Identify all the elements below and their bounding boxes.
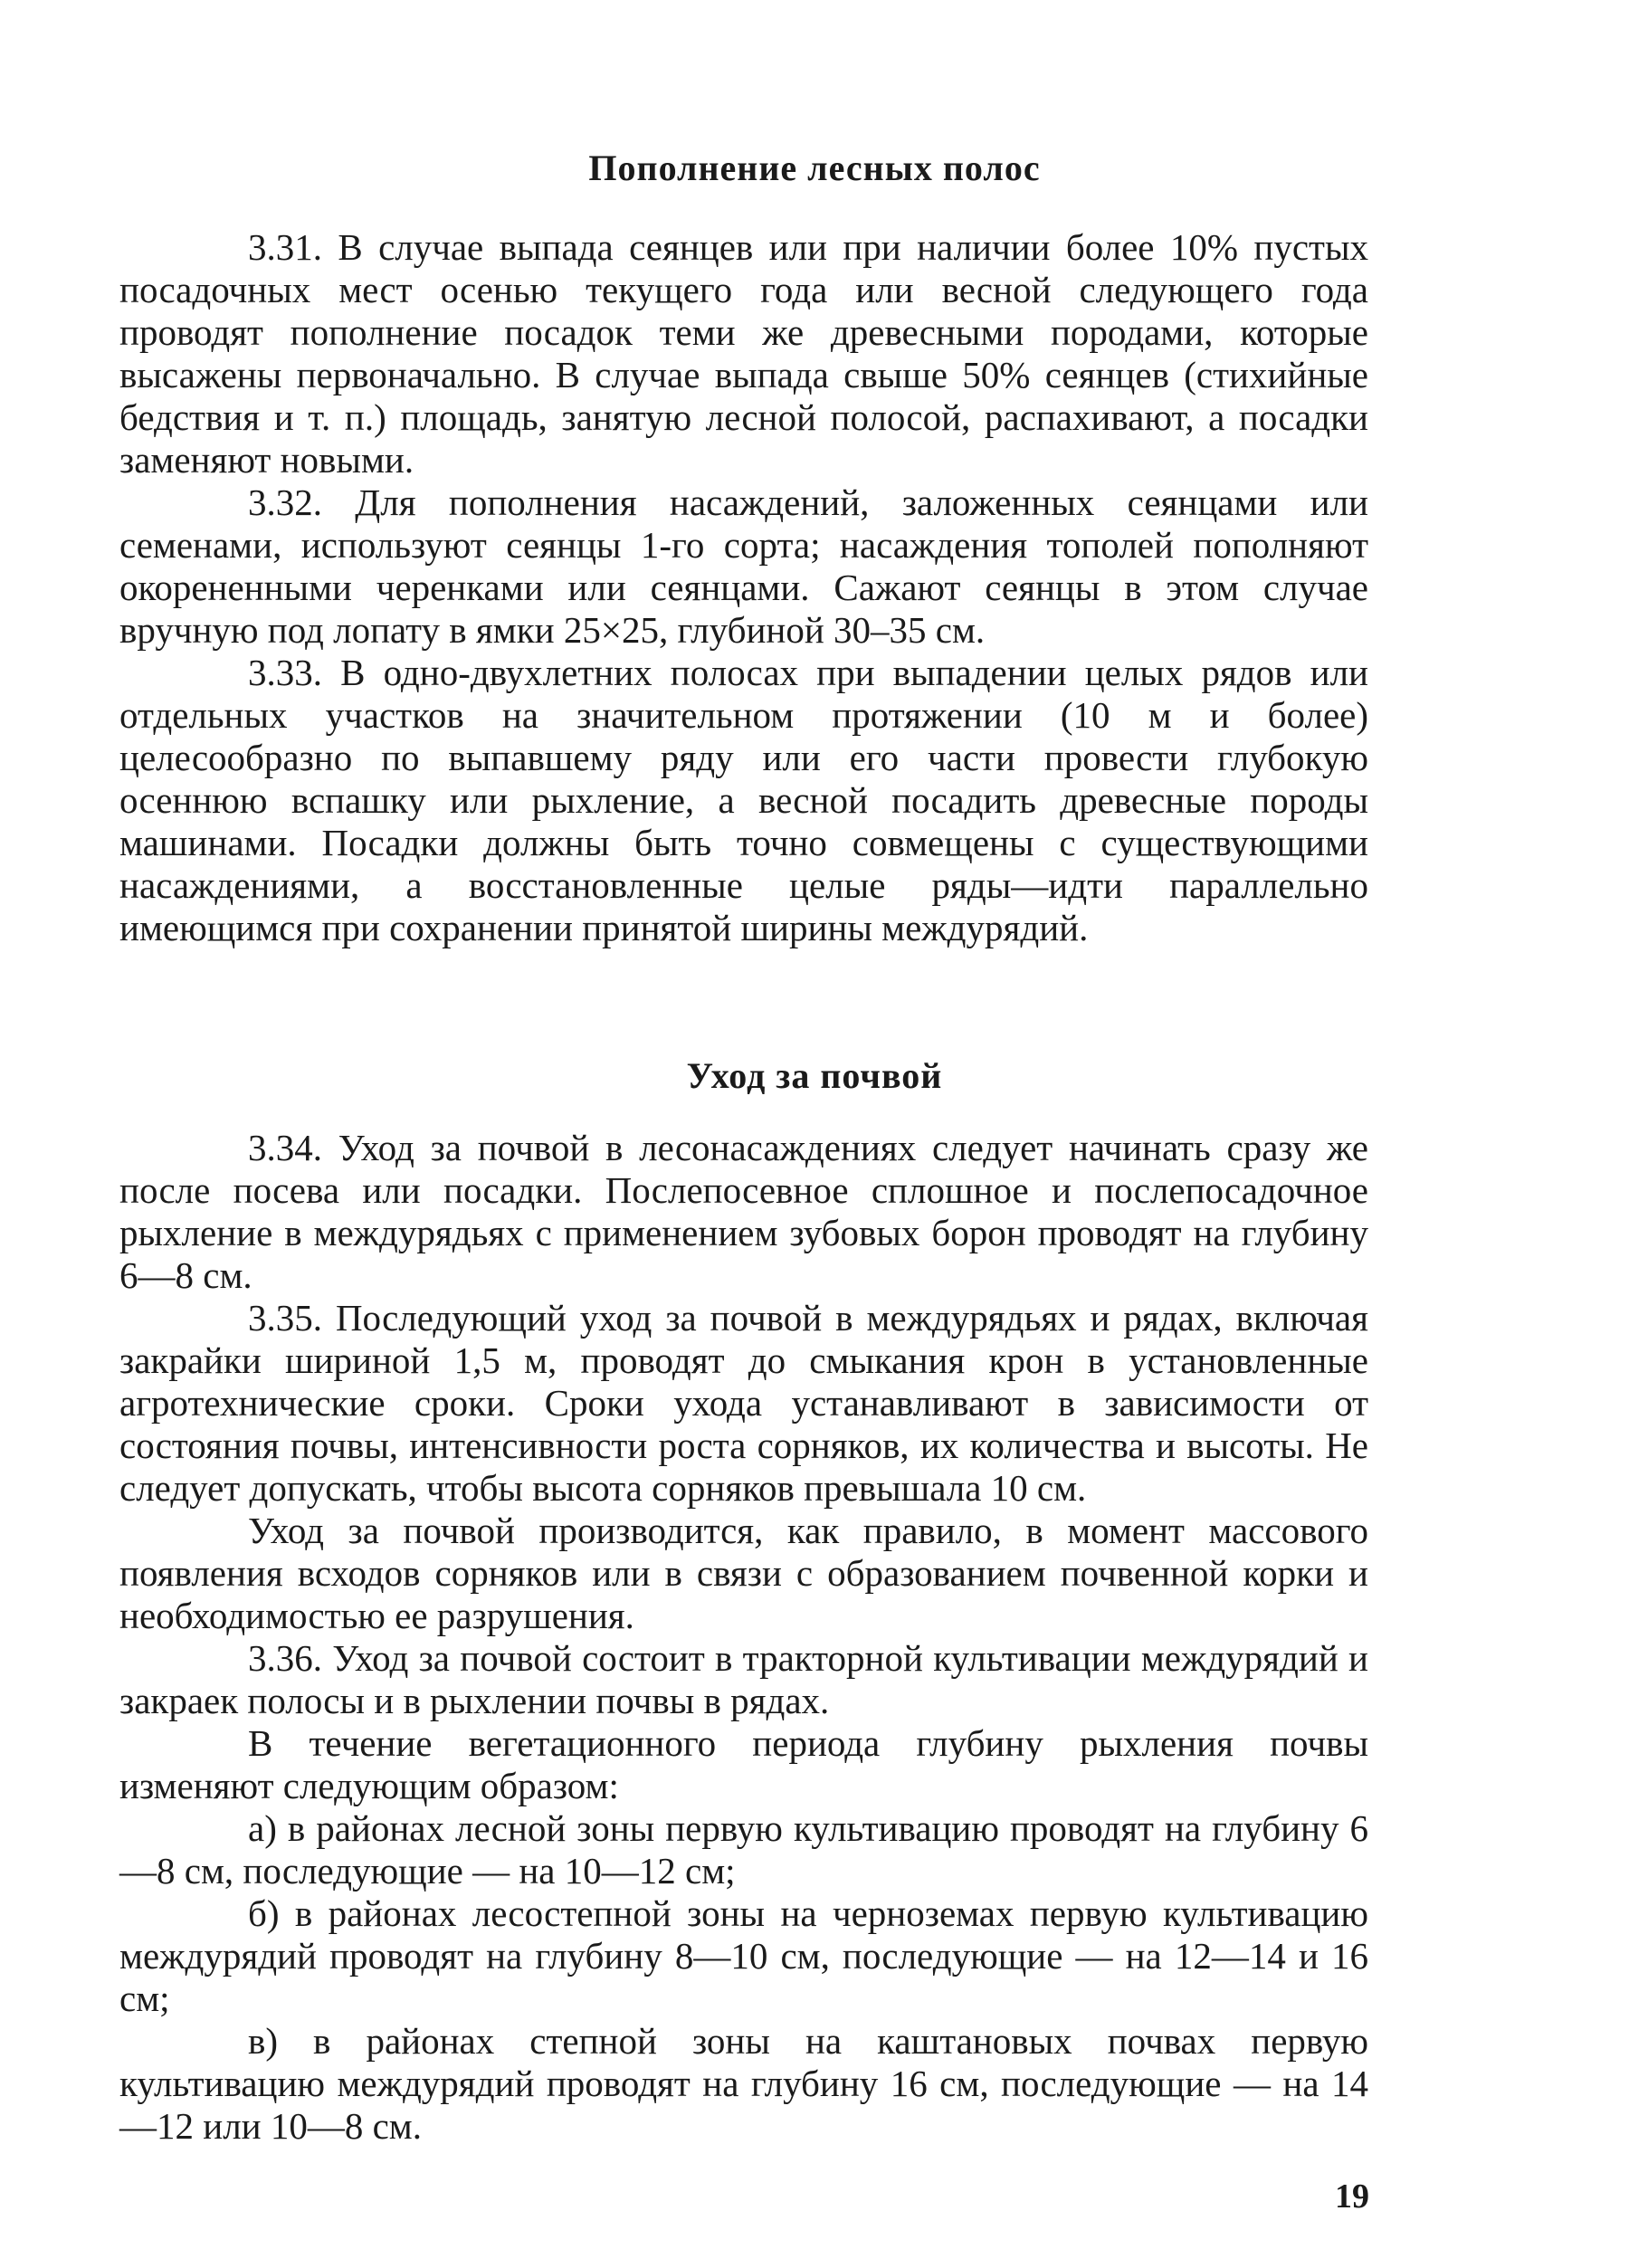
list-item-a: а) в районах лесной зоны первую культивацию проводят на глубину 6—8 см, последующие — на 10—12 см; [119,1807,1368,1892]
paragraph-3-33: 3.33. В одно-двухлетних полосах при выпадении целых рядов или отдельных участков на значительном протяжении (10 м и более) целесообразно по выпавшему ряду или его части провести глубокую осеннюю вспашку или рыхление, а весной посадить древесные породы машинами. Посадки должны быть точно совмещены с существующими насаждениями, а восстановленные целые ряды—идти параллельно имеющимся при сохранении принятой ширины междурядий. [119,652,1368,948]
list-item-b: б) в районах лесостепной зоны на черноземах первую культивацию междурядий проводят на глубину 8—10 см, последующие — на 12—14 и 16 см; [119,1892,1368,2019]
section-heading-replenishment: Пополнение лесных полос [588,148,1041,188]
paragraph-3-34: 3.34. Уход за почвой в лесонасаждениях следует начинать сразу же после посева или посадки. Послепосевное сплошное и послепосадочное рыхление в междурядьях с применением зубовых борон проводят на глубину 6—8 см. [119,1127,1368,1296]
paragraph-3-36: 3.36. Уход за почвой состоит в тракторной культивации междурядий и закраек полосы и в рыхлении почвы в рядах. [119,1637,1368,1721]
paragraph-soil-care-timing: Уход за почвой производится, как правило, в момент массового появления всходов сорняков или в связи с образованием почвенной корки и необходимостью ее разрушения. [119,1510,1368,1636]
paragraph-3-35: 3.35. Последующий уход за почвой в междурядьях и рядах, включая закрайки шириной 1,5 м, проводят до смыкания крон в установленные агротехнические сроки. Сроки ухода устанавливают в зависимости от состояния почвы, интенсивности роста сорняков, их количества и высоты. Не следует допускать, чтобы высота сорняков превышала 10 см. [119,1297,1368,1509]
paragraph-depth-intro: В течение вегетационного периода глубину рыхления почвы изменяют следующим образом: [119,1722,1368,1806]
list-item-v: в) в районах степной зоны на каштановых почвах первую культивацию междурядий проводят на глубину 16 см, последующие — на 14—12 или 10—8 см. [119,2020,1368,2147]
section-body-soil-care [119,1127,1368,2148]
page-number: 19 [1335,2177,1369,2216]
paragraph-3-32: 3.32. Для пополнения насаждений, заложенных сеянцами или семенами, используют сеянцы 1-го сорта; насаждения тополей пополняют окорененными черенками или сеянцами. Сажают сеянцы в этом случае вручную под лопату в ямки 25×25, глубиной 30–35 см. [119,481,1368,651]
paragraph-3-31: 3.31. В случае выпада сеянцев или при наличии более 10% пустых посадочных мест осенью текущего года или весной следующего года проводят пополнение посадок теми же древесными породами, которые высажены первоначально. В случае выпада свыше 50% сеянцев (стихийные бедствия и т. п.) площадь, занятую лесной полосой, распахивают, а посадки заменяют новыми. [119,226,1368,481]
section-heading-soil-care: Уход за почвой [686,1055,943,1096]
section-body-replenishment [119,226,1368,949]
